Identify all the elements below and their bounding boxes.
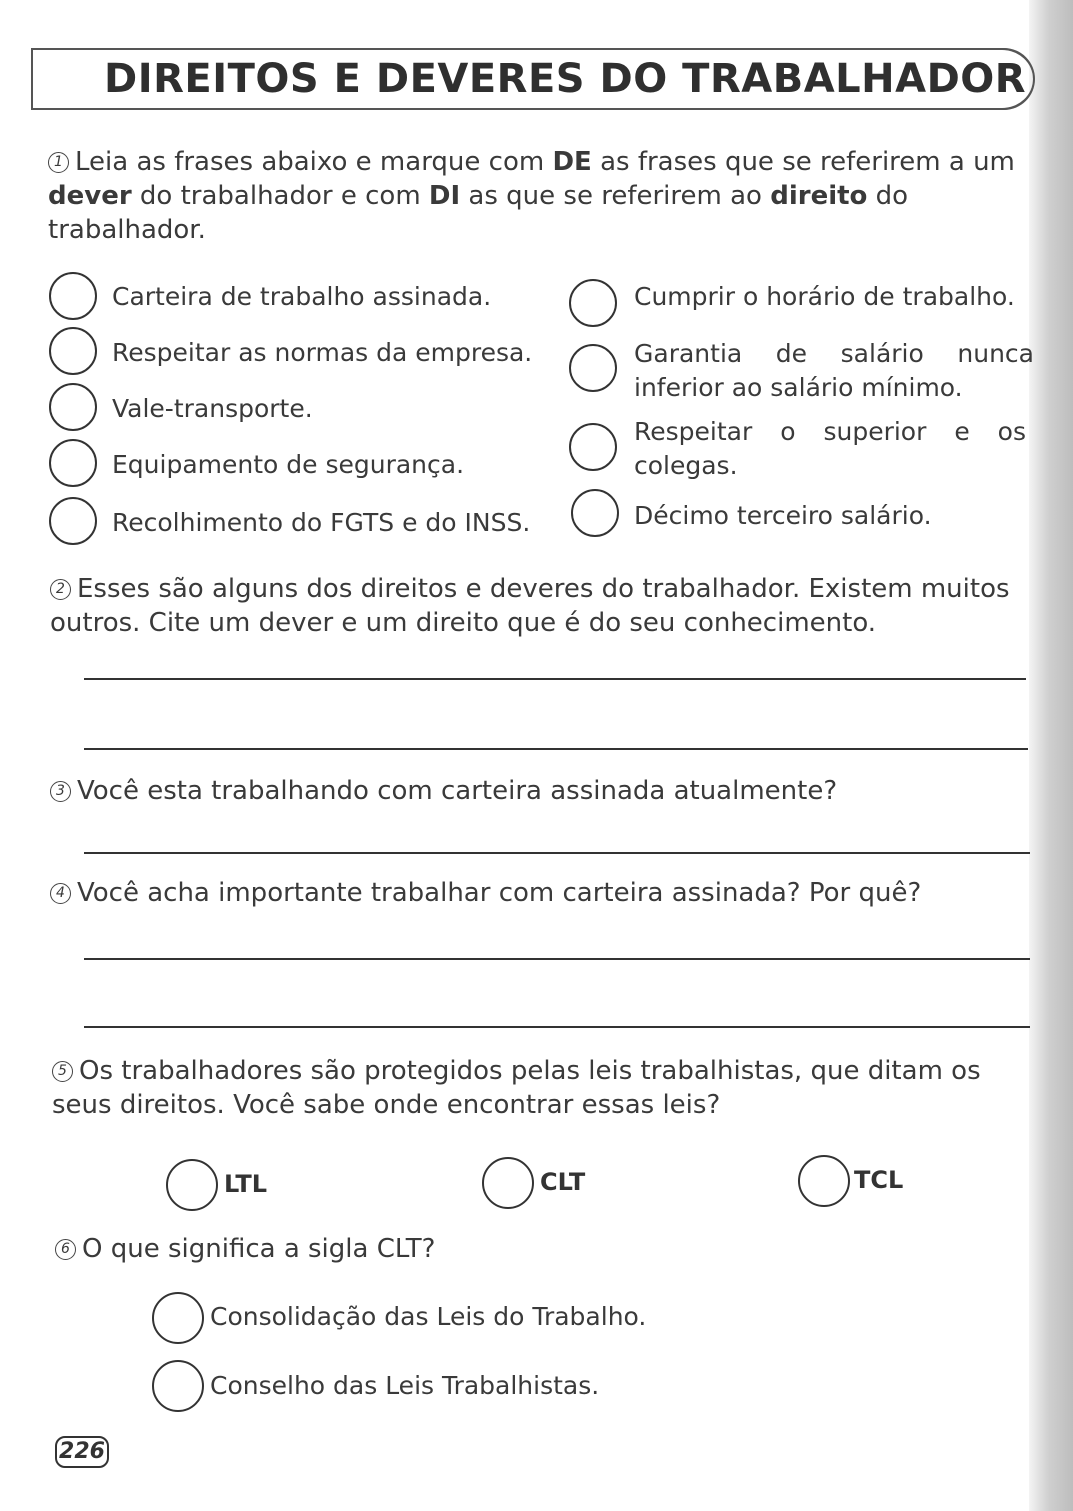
q1-option-label: Respeitar as normas da empresa. [112,338,533,367]
question-6 [55,1232,1035,1266]
q6-option-circle[interactable] [152,1360,204,1412]
q5-option-label: LTL [224,1170,267,1198]
q5-option-label: CLT [540,1168,586,1196]
question-text: Os trabalhadores são protegidos pelas leis trabalhistas, que ditam os seus direitos. Você sabe onde encontrar essas leis? [52,1056,981,1120]
q1-option-circle[interactable] [49,383,97,431]
page-edge-shadow [1029,0,1073,1511]
question-text: Você esta trabalhando com carteira assinada atualmente? [77,776,838,806]
question-2 [50,572,1030,640]
q1-option-label: Recolhimento do FGTS e do INSS. [112,508,531,537]
q5-option-circle[interactable] [798,1155,850,1207]
q1-option-circle[interactable] [49,497,97,545]
answer-line[interactable] [84,748,1028,750]
question-text: O que significa a sigla CLT? [82,1234,436,1264]
q1-option-circle[interactable] [49,272,97,320]
q1-text-f: DI [428,181,461,211]
q5-option-circle[interactable] [166,1159,218,1211]
q6-option-label: Conselho das Leis Trabalhistas. [210,1371,600,1400]
q1-text-b: DE [552,147,592,177]
q1-text-g: as que se referirem ao [460,181,771,211]
question-number: 4 [50,883,71,904]
answer-line[interactable] [84,852,1030,854]
page-title: DIREITOS E DEVERES DO TRABALHADOR [104,56,1027,102]
q1-option-label: Décimo terceiro salário. [634,501,932,530]
question-5 [52,1054,1032,1122]
question-number: 1 [48,152,69,173]
q1-option-label: Equipamento de segurança. [112,450,465,479]
q1-option-circle[interactable] [569,279,617,327]
question-number: 5 [52,1061,73,1082]
q1-option-label: Garantia de salário nunca inferior ao salário mínimo. [634,339,1034,402]
q1-text-e: do trabalhador e com [131,181,429,211]
question-1 [48,145,1030,247]
q1-text-i: do trabalhador. [48,181,909,245]
question-number: 2 [50,579,71,600]
q1-option-label: Cumprir o horário de trabalho. [634,282,1015,311]
q1-text-d: dever [48,181,132,211]
q1-option-circle[interactable] [49,439,97,487]
q5-option-label: TCL [854,1166,904,1194]
answer-line[interactable] [84,1026,1030,1028]
q1-text-c: as frases que se referirem a um [591,147,1015,177]
question-3 [50,774,1030,808]
question-text: Você acha importante trabalhar com carteira assinada? Por quê? [77,878,922,908]
q1-option-circle[interactable] [569,344,617,392]
question-number: 6 [55,1239,76,1260]
q1-option-label: Respeitar o superior e os colegas. [634,417,1026,480]
q6-option-circle[interactable] [152,1292,204,1344]
answer-line[interactable] [84,958,1030,960]
question-text: Esses são alguns dos direitos e deveres do trabalhador. Existem muitos outros. Cite um dever e um direito que é do seu conhecimento. [50,574,1010,638]
q1-option-label: Carteira de trabalho assinada. [112,282,492,311]
q1-option-circle[interactable] [571,489,619,537]
q1-text-h: direito [770,181,868,211]
question-4 [50,876,1030,910]
q1-option-circle[interactable] [49,327,97,375]
answer-line[interactable] [84,678,1026,680]
page-number: 226 [55,1436,109,1468]
q1-text-a: Leia as frases abaixo e marque com [75,147,553,177]
q6-option-label: Consolidação das Leis do Trabalho. [210,1302,647,1331]
q1-option-label: Vale-transporte. [112,394,313,423]
question-number: 3 [50,781,71,802]
q1-option-circle[interactable] [569,423,617,471]
q5-option-circle[interactable] [482,1157,534,1209]
